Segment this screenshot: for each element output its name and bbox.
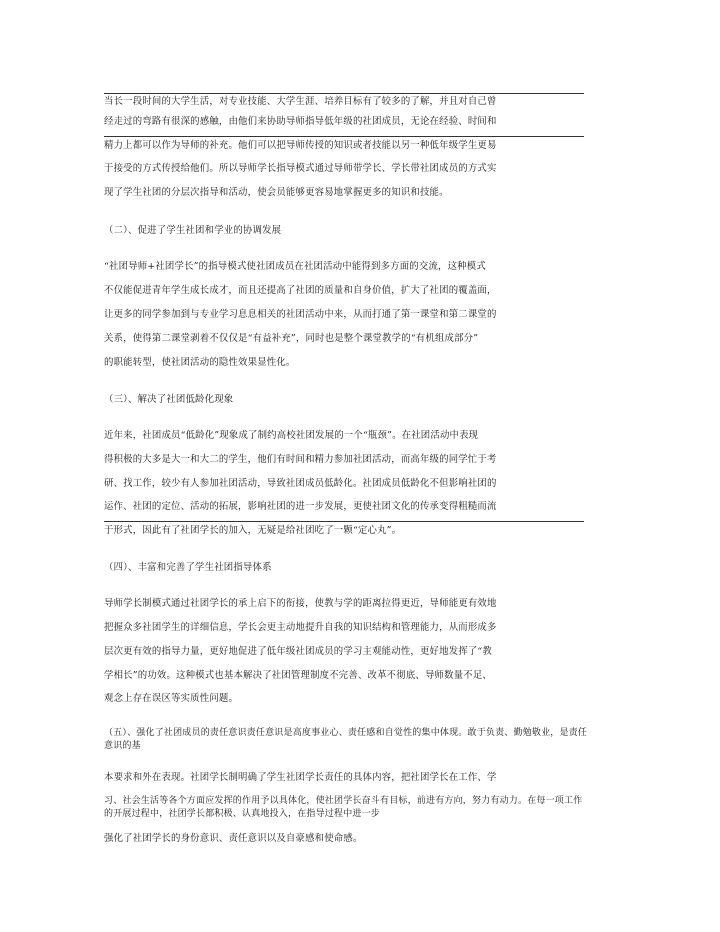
text-line: 学相长”的功效。这种模式也基本解决了社团管理制度不完善、改革不彻底、导师数量不足、 xyxy=(104,670,492,681)
text-line: 经走过的弯路有很深的感触，由他们来协助导师指导低年级的社团成员，无论在经验、时间和 xyxy=(104,116,497,127)
horizontal-rule xyxy=(104,521,584,522)
text-line: 层次更有效的指导力量，更好地促进了低年级社团成员的学习主观能动性，更好地发挥了“教 xyxy=(104,646,492,657)
text-line: 不仅能促进青年学生成长成才，而且还提高了社团的质量和自身价值，扩大了社团的覆盖面， xyxy=(104,285,497,296)
text-line: 让更多的同学参加到与专业学习息息相关的社团活动中来，从而打通了第一课堂和第二课堂的 xyxy=(104,309,497,320)
text-line: 习、社会生活等各个方面应发挥的作用予以具体化，使社团学长奋斗有目标，前进有方向，努力有动力。在每一项工作的开展过程中，社团学长都积极、认真地投入，在指导过程中进一步 xyxy=(104,796,583,819)
text-line: 现了学生社团的分层次指导和活动，使会员能够更容易地掌握更多的知识和技能。 xyxy=(104,187,449,198)
text-line: 得积极的大多是大一和大二的学生，他们有时间和精力参加社团活动，而高年级的同学忙于考 xyxy=(104,454,497,465)
section-heading: （五）、强化了社团成员的责任意识责任意识是高度事业心、责任感和自觉性的集中体现。敢于负责、勤勉敬业，是责任意识的基 xyxy=(104,728,588,751)
text-line: 于形式，因此有了社团学长的加入，无疑是给社团吃了一颗“定心丸”。 xyxy=(104,525,402,536)
text-line: 近年来，社团成员“低龄化”现象成了制约高校社团发展的一个“瓶颈”。在社团活动中表现 xyxy=(104,430,479,441)
text-line: 运作、社团的定位、活动的拓展，影响社团的进一步发展，更使社团文化的传承变得粗糙而流 xyxy=(104,501,497,512)
text-line: 于接受的方式传授给他们。所以导师学长指导模式通过导师带学长、学长带社团成员的方式实 xyxy=(104,163,497,174)
section-heading: （三）、解决了社团低龄化现象 xyxy=(104,394,234,405)
horizontal-rule xyxy=(104,93,584,94)
text-line: 精力上都可以作为导师的补充。他们可以把导师传授的知识或者技能以另一种低年级学生更易 xyxy=(104,140,497,151)
horizontal-rule xyxy=(104,136,584,137)
text-line: 研、找工作，较少有人参加社团活动，导致社团成员低龄化。社团成员低龄化不但影响社团的 xyxy=(104,478,497,489)
text-line: 强化了社团学长的身份意识、责任意识以及自豪感和使命感。 xyxy=(104,833,363,844)
text-line: 本要求和外在表现。社团学长制明确了学生社团学长责任的具体内容，把社团学长在工作、学 xyxy=(104,772,497,783)
text-line: 把握众多社团学生的详细信息，学长会更主动地提升自我的知识结构和管理能力，从而形成多 xyxy=(104,622,497,633)
text-line: 关系，使得第二课堂剥着不仅仅是“有益补充”，同时也是整个课堂教学的“有机组成部分” xyxy=(104,333,479,344)
text-line: 的职能转型，使社团活动的隐性效果显性化。 xyxy=(104,357,296,368)
text-line: 导师学长制模式通过社团学长的承上启下的衔接，使教与学的距离拉得更近，导师能更有效地 xyxy=(104,598,497,609)
text-line: 当长一段时间的大学生活，对专业技能、大学生涯、培养目标有了较多的了解，并且对自己曾 xyxy=(104,96,497,107)
section-heading: （四）、丰富和完善了学生社团指导体系 xyxy=(104,562,272,573)
text-line: “社团导师+社团学长”的指导模式使社团成员在社团活动中能得到多方面的交流，这种模式 xyxy=(104,261,486,272)
text-line: 观念上存在误区等实质性问题。 xyxy=(104,693,239,704)
section-heading: （二）、促进了学生社团和学业的协调发展 xyxy=(104,225,282,236)
